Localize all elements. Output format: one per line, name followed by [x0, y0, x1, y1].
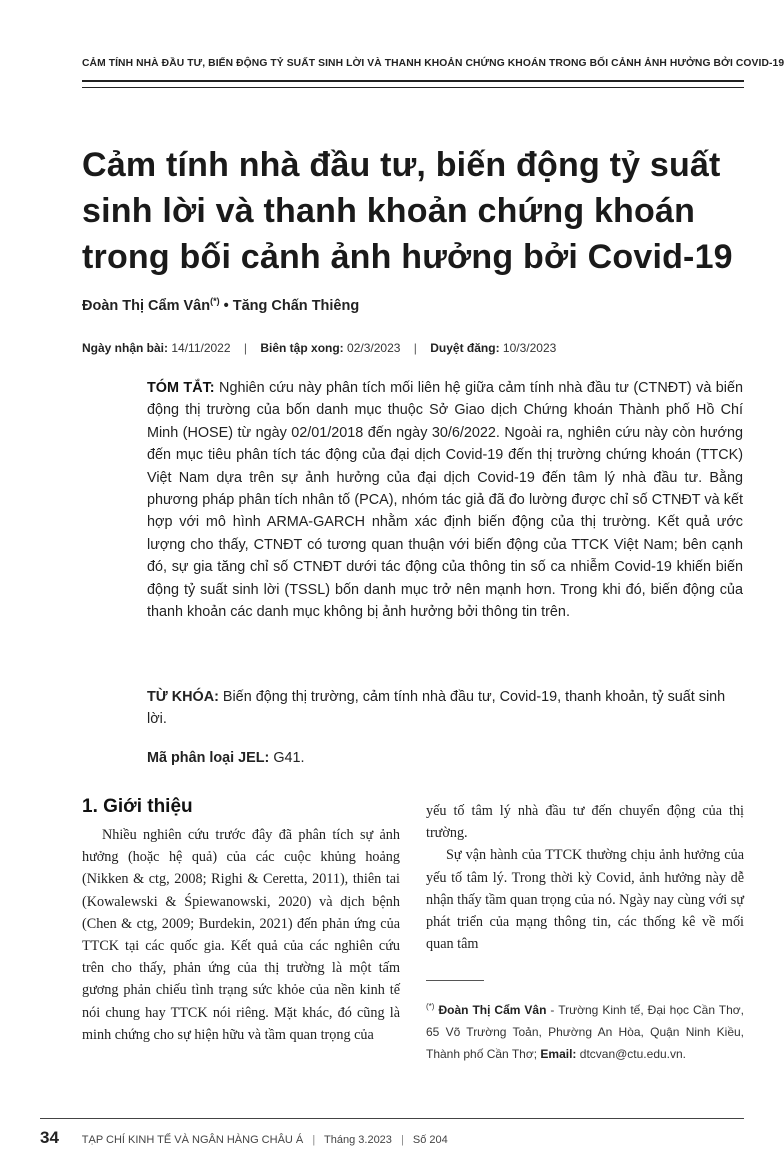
footnote-email-label: Email: — [540, 1047, 577, 1061]
footnote-email: dtcvan@ctu.edu.vn. — [579, 1047, 687, 1061]
journal-name: TẠP CHÍ KINH TẾ VÀ NGÂN HÀNG CHÂU Á — [81, 1134, 304, 1146]
footer-separator: | — [400, 1134, 404, 1146]
authors-line — [82, 296, 359, 314]
dates-line — [82, 341, 556, 355]
body-paragraph-continuation: yếu tố tâm lý nhà đầu tư đến chuyển động của thị trường. — [426, 803, 744, 842]
page-number: 34 — [40, 1128, 59, 1147]
issue-month: Tháng 3.2023 — [324, 1134, 392, 1146]
date-separator: | — [243, 341, 247, 355]
keywords — [147, 686, 743, 731]
received-label: Ngày nhận bài: — [82, 341, 169, 355]
footnote — [426, 996, 744, 1065]
footnote-mark: (*) — [426, 1002, 435, 1011]
received-date: 14/11/2022 — [171, 341, 231, 355]
footnote-rule — [426, 980, 484, 981]
edited-label: Biên tập xong: — [260, 341, 344, 355]
abstract — [147, 377, 743, 623]
keywords-label: TỪ KHÓA: — [147, 689, 219, 705]
footnote-affiliation: - Trường Kinh tế, Đại học Cần Thơ, 65 Võ Trường Toản, Phường An Hòa, Quận Ninh Kiều, Thành phố Cần Thơ; — [426, 1003, 744, 1061]
issue-number: Số 204 — [412, 1134, 448, 1146]
jel-value: G41. — [273, 750, 305, 766]
running-head: CẢM TÍNH NHÀ ĐẦU TƯ, BIẾN ĐỘNG TỶ SUẤT SINH LỜI VÀ THANH KHOẢN CHỨNG KHOÁN TRONG BỐI CẢNH ẢNH HƯỞNG BỞI COVID-19 — [82, 58, 784, 69]
right-column — [426, 800, 744, 955]
abstract-label: TÓM TẮT: — [147, 380, 215, 396]
body-paragraph: Sự vận hành của TTCK thường chịu ảnh hưởng của yếu tố tâm lý. Trong thời kỳ Covid, ảnh hưởng này dễ nhận thấy tầm quan trọng của nó. Ngày nay cùng với sự phát triển của mạng thông tin, các thống kê về mối quan tâm — [426, 847, 744, 953]
footnote-name: Đoàn Thị Cẩm Vân — [438, 1003, 547, 1017]
page-footer — [40, 1128, 448, 1148]
jel-classification — [147, 750, 305, 766]
author-2: Tăng Chấn Thiêng — [232, 297, 360, 314]
body-paragraph: Nhiều nghiên cứu trước đây đã phân tích sự ảnh hưởng (hoặc hệ quả) của các cuộc khủng hoảng (Nikken & ctg, 2008; Righi & Ceretta, 2011), thiên tai (Kowalewski & Śpiewanowski, 2020) và dịch bệnh (Chen & ctg, 2009; Burdekin, 2021) đến phản ứng của TTCK tại các quốc gia. Kết quả của các nghiên cứu trên cho thấy, phản ứng của thị trường là một tấm gương phản chiếu tình trạng sức khỏe của nền kinh tế nói chung hay TTCK nói riêng. Mặt khác, đó cũng là minh chứng cho sự hiện hữu và tầm quan trọng của — [82, 827, 400, 1043]
footer-separator: | — [312, 1134, 316, 1146]
left-column — [82, 824, 400, 1046]
header-rule-bottom — [82, 87, 744, 88]
approved-date: 10/3/2023 — [502, 341, 557, 355]
keywords-text: Biến động thị trường, cảm tính nhà đầu tư, Covid-19, thanh khoản, tỷ suất sinh lời. — [147, 689, 726, 728]
abstract-text: Nghiên cứu này phân tích mối liên hệ giữa cảm tính nhà đầu tư (CTNĐT) và biến động thị trường của bốn danh mục thuộc Sở Giao dịch Chứng khoán Thành phố Hồ Chí Minh (HOSE) từ ngày 02/01/2018 đến ngày 30/6/2022. Ngoài ra, nghiên cứu này còn hướng đến mục tiêu phân tích tác động của đại dịch Covid-19 đến thị trường chứng khoán (TTCK) Việt Nam dựa trên sự ảnh hưởng của đại dịch Covid-19 đến tâm lý nhà đầu tư. Bằng phương pháp phân tích nhân tố (PCA), nhóm tác giả đã đo lường được chỉ số CTNĐT và kết hợp với mô hình ARMA-GARCH nhằm xác định biến động của thị trường. Kết quả ước lượng cho thấy, CTNĐT có tương quan thuận với biến động của TTCK Việt Nam; bên cạnh đó, sự gia tăng chỉ số CTNĐT dưới tác động của thông tin số ca nhiễm Covid-19 khiến biến động tỷ suất sinh lời (TSSL) bốn danh mục trở nên mạnh hơn. Trong khi đó, biến động của thanh khoản các danh mục không bị ảnh hưởng bởi thông tin trên. — [147, 380, 744, 621]
edited-date: 02/3/2023 — [347, 341, 401, 355]
author-1: Đoàn Thị Cẩm Vân — [82, 297, 211, 314]
author-separator: • — [223, 297, 229, 314]
date-separator: | — [413, 341, 417, 355]
header-rule-top — [82, 80, 744, 82]
author-1-mark: (*) — [210, 296, 220, 306]
approved-label: Duyệt đăng: — [430, 341, 500, 355]
jel-label: Mã phân loại JEL: — [147, 750, 270, 766]
article-title: Cảm tính nhà đầu tư, biến động tỷ suất sinh lời và thanh khoản chứng khoán trong bối cảnh ảnh hưởng bởi Covid-19 — [82, 146, 733, 276]
section-heading: 1. Giới thiệu — [82, 796, 193, 817]
footer-rule — [40, 1118, 744, 1119]
